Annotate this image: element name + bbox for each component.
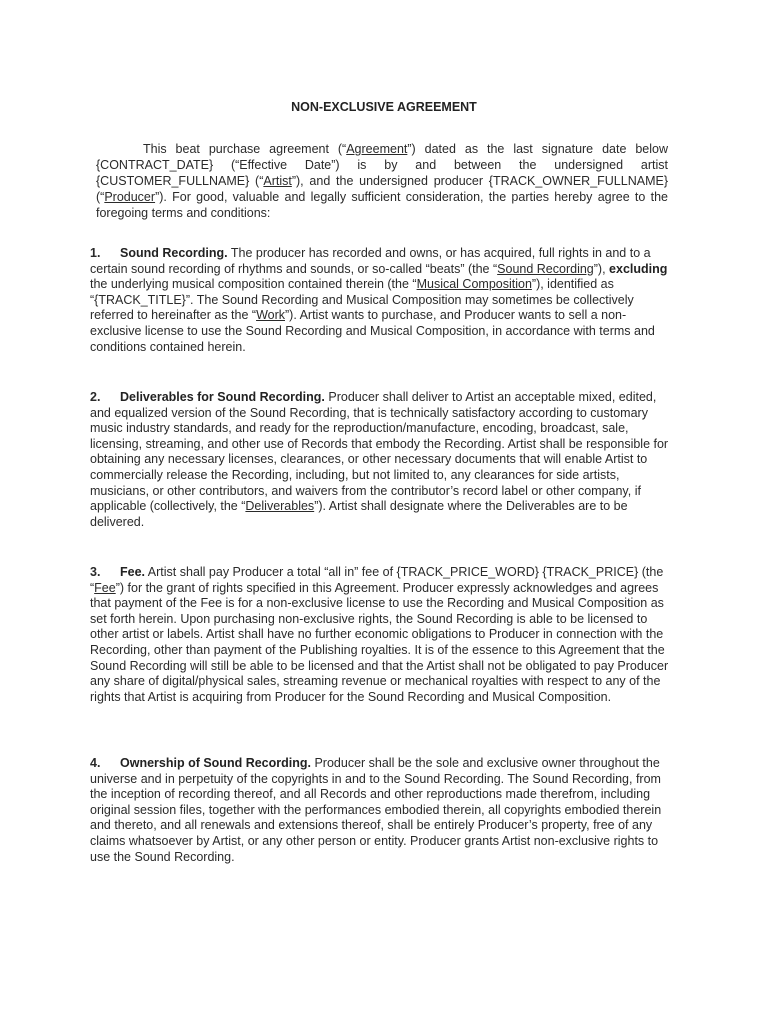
term-fee: Fee <box>94 580 116 595</box>
term-work: Work <box>256 308 285 323</box>
section-text: The producer has recorded and owns, or has acquired, full rights in and to a certain sound recording of rhythms and sounds, or so-called “beats” (the “ <box>90 246 651 276</box>
section-text: ”). Artist wants to purchase, and Producer wants to sell a non-exclusive license to use the Sound Recording and Musical Composition, in accordance with terms and conditions contained herein. <box>90 308 655 354</box>
section-text: ”) for the grant of rights specified in this Agreement. Producer expressly acknowledges and agrees that payment of the Fee is for a non-exclusive license to use the Recording and Musical Composition as set forth herein. Upon purchasing non-exclusive rights, the Sound Recording is able to be licensed to other artist or labels. Artist shall have no further economic obligations to Producer in connection with the Recording, other than payment of the Publishing royalties. It is of the essence to this Agreement that the Sound Recording will still be able to be licensed and that the Artist shall not be obligated to pay Producer any share of digital/physical sales, streaming revenue or mechanical royalties with respect to any of the rights that Artist is acquiring from Producer for the Sound Recording and Musical Composition. <box>90 580 669 704</box>
section-deliverables <box>90 390 670 530</box>
term-producer: Producer <box>104 190 156 204</box>
intro-text: ”). For good, valuable and legally sufficient consideration, the parties hereby agree to the foregoing terms and conditions: <box>96 190 668 220</box>
term-sound-recording: Sound Recording <box>497 261 594 276</box>
section-fee <box>90 565 670 705</box>
intro-text: ”), and the undersigned producer {TRACK_OWNER_FULLNAME} (“ <box>96 174 668 204</box>
term-artist: Artist <box>263 174 292 188</box>
section-ownership <box>90 756 670 865</box>
intro-text: This beat purchase agreement (“ <box>143 142 347 156</box>
section-text: Producer shall deliver to Artist an acceptable mixed, edited, and equalized version of the Sound Recording, that is technically satisfactory according to customary music industry standards, and ready for the reproduction/manufacture, encoding, broadcast, sale, licensing, streaming, and other use of Records that embody the Recording. Artist shall be responsible for obtaining any necessary licenses, clearances, or other necessary documents that will enable Artist to commercially release the Recording, including, but not limited to, any clearances for side artists, musicians, or other contributors, and waivers from the contributor’s record label or other company, if applicable (collectively, the “ <box>90 390 669 514</box>
section-text: ”). Artist shall designate where the Deliverables are to be delivered. <box>90 499 628 529</box>
section-number: 2. <box>90 390 101 404</box>
section-number: 1. <box>90 246 101 260</box>
section-text: the underlying musical composition contained therein (the “ <box>90 277 417 292</box>
section-heading: Fee. <box>120 565 146 579</box>
term-excluding: excluding <box>609 261 668 276</box>
term-deliverables: Deliverables <box>245 499 315 514</box>
term-agreement: Agreement <box>346 142 408 156</box>
section-number: 3. <box>90 565 101 579</box>
term-musical-composition: Musical Composition <box>416 277 532 292</box>
section-heading: Ownership of Sound Recording. <box>120 756 311 770</box>
intro-paragraph <box>96 141 668 221</box>
section-heading: Sound Recording. <box>120 246 228 260</box>
section-text: ”), identified as “{TRACK_TITLE}”. The Sound Recording and Musical Composition may sometimes be collectively referred to hereinafter as the “ <box>90 277 634 323</box>
section-number: 4. <box>90 756 101 770</box>
section-heading: Deliverables for Sound Recording. <box>120 390 325 404</box>
section-text: Artist shall pay Producer a total “all in” fee of {TRACK_PRICE_WORD} {TRACK_PRICE} (the “ <box>90 565 664 595</box>
intro-text: ”) dated as the last signature date below {CONTRACT_DATE} (“Effective Date”) is by and between the undersigned artist {CUSTOMER_FULLNAME} (“ <box>96 142 669 188</box>
section-text: ”), <box>593 261 610 276</box>
document-title: NON-EXCLUSIVE AGREEMENT <box>291 100 477 114</box>
section-text: Producer shall be the sole and exclusive owner throughout the universe and in perpetuity of the copyrights in and to the Sound Recording. The Sound Recording, from the inception of recording thereof, and all Records and other reproductions made therefrom, including original session files, together with the performances embodied therein, all copyrights embodied therein and thereto, and all renewals and extensions thereof, shall be entirely Producer’s property, free of any claims whatsoever by Artist, or any other person or entity. Producer grants Artist non-exclusive rights to use the Sound Recording. <box>90 756 662 864</box>
section-sound-recording <box>90 246 670 355</box>
